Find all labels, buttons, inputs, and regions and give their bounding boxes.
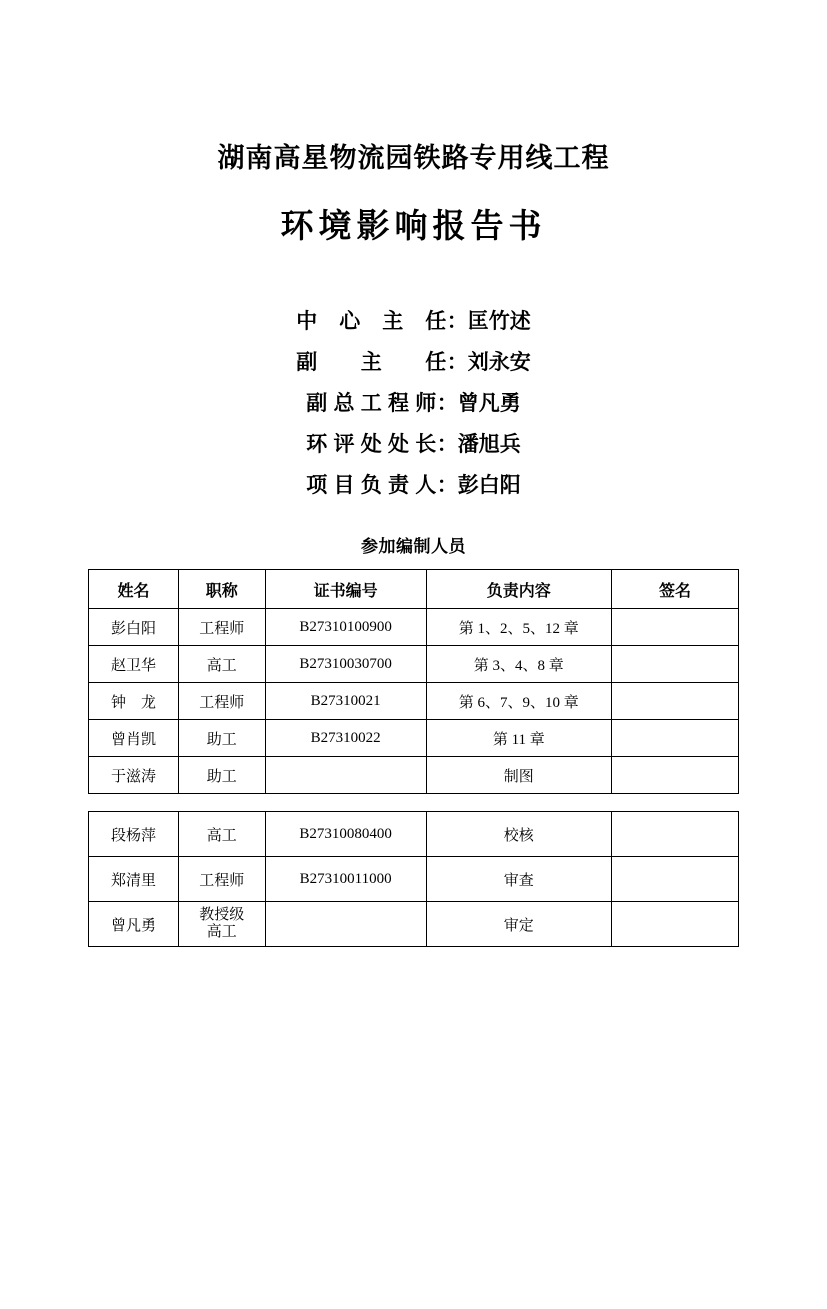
cell-signature bbox=[612, 812, 739, 857]
cell-duty: 第 11 章 bbox=[426, 720, 612, 757]
column-header-title: 职称 bbox=[178, 570, 265, 609]
cell-title: 高工 bbox=[178, 646, 265, 683]
table-row bbox=[89, 857, 739, 902]
role-row bbox=[296, 342, 531, 383]
cell-name: 郑清里 bbox=[89, 857, 179, 902]
cell-name: 曾肖凯 bbox=[89, 720, 179, 757]
cell-name: 彭白阳 bbox=[89, 609, 179, 646]
role-colon: ： bbox=[436, 473, 458, 498]
table-row bbox=[89, 720, 739, 757]
role-label: 项 目 负 责 人 bbox=[306, 473, 437, 498]
table-row bbox=[89, 902, 739, 947]
role-value: 匡竹述 bbox=[467, 309, 531, 334]
cell-title: 助工 bbox=[178, 720, 265, 757]
cell-title: 高工 bbox=[178, 812, 265, 857]
cell-name: 曾凡勇 bbox=[89, 902, 179, 947]
role-colon: ： bbox=[446, 350, 468, 375]
column-header-signature: 签名 bbox=[612, 570, 739, 609]
cell-cert bbox=[265, 757, 426, 794]
cell-duty: 第 3、4、8 章 bbox=[426, 646, 612, 683]
cell-signature bbox=[612, 646, 739, 683]
cell-signature bbox=[612, 757, 739, 794]
role-label: 副 总 工 程 师 bbox=[306, 391, 437, 416]
role-value: 曾凡勇 bbox=[457, 391, 521, 416]
cell-duty: 第 6、7、9、10 章 bbox=[426, 683, 612, 720]
table-row bbox=[89, 812, 739, 857]
role-row bbox=[306, 424, 521, 465]
document-page bbox=[0, 140, 827, 1309]
column-header-cert: 证书编号 bbox=[265, 570, 426, 609]
table-row bbox=[89, 683, 739, 720]
cell-duty: 制图 bbox=[426, 757, 612, 794]
cell-cert: B27310011000 bbox=[265, 857, 426, 902]
page-title: 湖南高星物流园铁路专用线工程 bbox=[217, 143, 610, 173]
role-row bbox=[306, 465, 521, 506]
table-row bbox=[89, 609, 739, 646]
role-colon: ： bbox=[436, 432, 458, 457]
table-row bbox=[89, 757, 739, 794]
role-value: 刘永安 bbox=[467, 350, 531, 375]
cell-title: 工程师 bbox=[178, 609, 265, 646]
cell-cert: B27310021 bbox=[265, 683, 426, 720]
cell-name: 赵卫华 bbox=[89, 646, 179, 683]
cell-name: 段杨萍 bbox=[89, 812, 179, 857]
role-label: 副 主 任 bbox=[296, 350, 447, 375]
role-label: 环 评 处 处 长 bbox=[306, 432, 437, 457]
cell-title: 助工 bbox=[178, 757, 265, 794]
participants-heading: 参加编制人员 bbox=[361, 537, 466, 557]
cell-signature bbox=[612, 683, 739, 720]
cell-signature bbox=[612, 857, 739, 902]
role-label: 中 心 主 任 bbox=[296, 309, 447, 334]
cell-signature bbox=[612, 902, 739, 947]
cell-name: 钟 龙 bbox=[89, 683, 179, 720]
column-header-duty: 负责内容 bbox=[426, 570, 612, 609]
page-subtitle: 环境影响报告书 bbox=[280, 209, 547, 246]
cell-cert: B27310030700 bbox=[265, 646, 426, 683]
cell-cert: B27310022 bbox=[265, 720, 426, 757]
cell-cert: B27310100900 bbox=[265, 609, 426, 646]
cell-signature bbox=[612, 720, 739, 757]
table-header-row bbox=[89, 570, 739, 609]
column-header-name: 姓名 bbox=[89, 570, 179, 609]
cell-duty: 第 1、2、5、12 章 bbox=[426, 609, 612, 646]
cell-duty: 审查 bbox=[426, 857, 612, 902]
cell-title: 工程师 bbox=[178, 857, 265, 902]
role-value: 潘旭兵 bbox=[457, 432, 521, 457]
staff-table bbox=[88, 569, 739, 794]
role-colon: ： bbox=[436, 391, 458, 416]
cell-cert: B27310080400 bbox=[265, 812, 426, 857]
cell-cert bbox=[265, 902, 426, 947]
cell-duty: 审定 bbox=[426, 902, 612, 947]
cell-signature bbox=[612, 609, 739, 646]
cell-duty: 校核 bbox=[426, 812, 612, 857]
role-list bbox=[88, 301, 739, 506]
table-row bbox=[89, 646, 739, 683]
cell-title: 工程师 bbox=[178, 683, 265, 720]
role-row bbox=[306, 383, 521, 424]
cell-title: 教授级 高工 bbox=[178, 902, 265, 947]
role-value: 彭白阳 bbox=[457, 473, 521, 498]
review-table bbox=[88, 811, 739, 947]
cell-name: 于滋涛 bbox=[89, 757, 179, 794]
role-colon: ： bbox=[446, 309, 468, 334]
role-row bbox=[296, 301, 531, 342]
